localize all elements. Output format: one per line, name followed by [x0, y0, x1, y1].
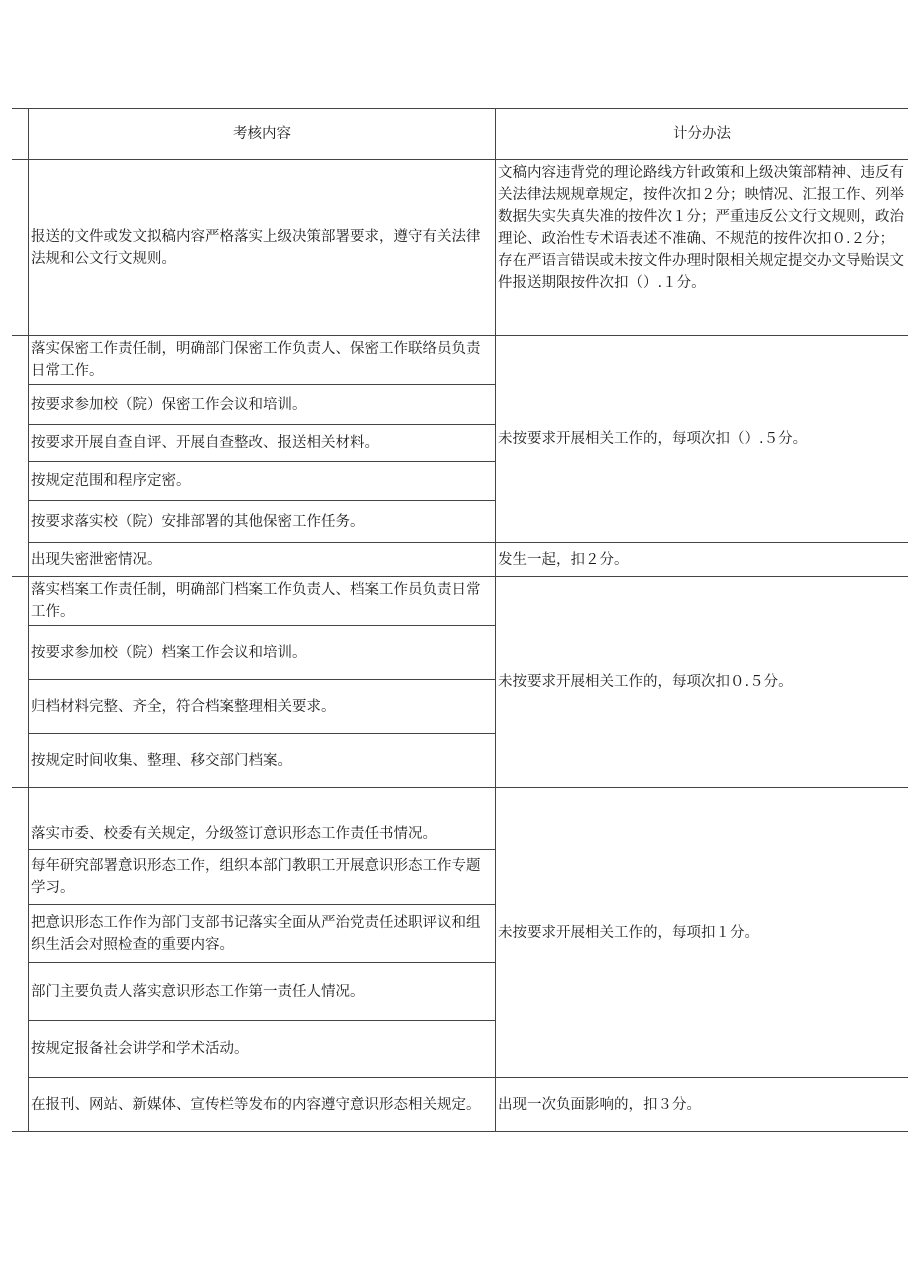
- content-cell: [29, 336, 495, 384]
- scoring-text: 发生一起，扣２分。: [498, 551, 629, 568]
- content-cell: [29, 626, 495, 679]
- header-scoring-label: 计分办法: [673, 126, 731, 142]
- content-cell: [29, 734, 495, 787]
- content-cell: [29, 577, 495, 625]
- content-item: 按规定时间收集、整理、移交部门档案。: [31, 752, 292, 769]
- rule-bottom: [12, 1131, 908, 1132]
- content-item: 按要求参加校（院）保密工作会议和培训。: [31, 396, 307, 413]
- content-item: 落实市委、校委有关规定，分级签订意识形态工作责任书情况。: [31, 825, 437, 842]
- content-cell: [29, 501, 495, 542]
- header-content: [29, 109, 495, 159]
- content-cell: [29, 680, 495, 733]
- content-item: 落实档案工作责任制，明确部门档案工作负责人、档案工作员负责日常工作。: [31, 582, 481, 620]
- scoring-text: 未按要求开展相关工作的，每项次扣０.５分。: [498, 674, 793, 690]
- content-item: 在报刊、网站、新媒体、宣传栏等发布的内容遵守意识形态相关规定。: [31, 1096, 481, 1113]
- content-item: 按规定范围和程序定密。: [31, 473, 191, 489]
- header-scoring: [496, 109, 908, 159]
- content-cell: [29, 905, 495, 962]
- scoring-cell: [496, 162, 908, 335]
- content-item: 每年研究部署意识形态工作，组织本部门教职工开展意识形态工作专题学习。: [31, 858, 481, 896]
- content-item: 出现失密泄密情况。: [31, 551, 162, 568]
- content-item: 按规定报备社会讲学和学术活动。: [31, 1041, 249, 1057]
- content-cell: [29, 788, 495, 849]
- content-cell: [29, 385, 495, 424]
- content-cell: [29, 1021, 495, 1077]
- header-content-label: 考核内容: [233, 126, 291, 142]
- content-cell: [29, 963, 495, 1020]
- content-cell: [29, 543, 495, 576]
- content-item: 按要求落实校（院）安排部署的其他保密工作任务。: [31, 513, 365, 530]
- content-item: 按要求参加校（院）档案工作会议和培训。: [31, 644, 307, 661]
- content-cell: [29, 850, 495, 904]
- content-cell: [29, 160, 495, 335]
- scoring-cell: [496, 336, 908, 542]
- scoring-text: 文稿内容违背党的理论路线方针政策和上级决策部精神、违反有关法律法规规章规定，按件次扣２分；映情况、汇报工作、列举数据失实失真失准的按件次１分；严重违反公文行文规则，政治理论、政治性专术语表述不准确、不规范的按件次扣０.２分；存在严语言错误或未按文件办理时限相关规定提交办文导贻误文件报送期限按件次扣（）.１分。: [498, 165, 904, 291]
- scoring-text: 出现一次负面影响的，扣３分。: [498, 1096, 701, 1113]
- scoring-text: 未按要求开展相关工作的，每项次扣（）.５分。: [498, 431, 808, 447]
- content-item: 部门主要负责人落实意识形态工作第一责任人情况。: [31, 983, 365, 1000]
- scoring-text: 未按要求开展相关工作的，每项扣１分。: [498, 924, 759, 941]
- content-item: 归档材料完整、齐全，符合档案整理相关要求。: [31, 698, 336, 715]
- content-cell: [29, 462, 495, 500]
- content-item: 把意识形态工作作为部门支部书记落实全面从严治党责任述职评议和组织生活会对照检查的重要内容。: [31, 914, 481, 953]
- scoring-cell: [496, 1078, 908, 1131]
- content-item: 报送的文件或发文拟稿内容严格落实上级决策部署要求，遵守有关法律法规和公文行文规则。: [31, 228, 481, 267]
- content-item: 按要求开展自查自评、开展自查整改、报送相关材料。: [31, 435, 379, 451]
- scoring-cell: [496, 543, 908, 576]
- scoring-cell: [496, 577, 908, 787]
- content-item: 落实保密工作责任制，明确部门保密工作负责人、保密工作联络员负责日常工作。: [31, 341, 481, 379]
- content-cell: [29, 425, 495, 461]
- scoring-cell: [496, 788, 908, 1077]
- content-cell: [29, 1078, 495, 1131]
